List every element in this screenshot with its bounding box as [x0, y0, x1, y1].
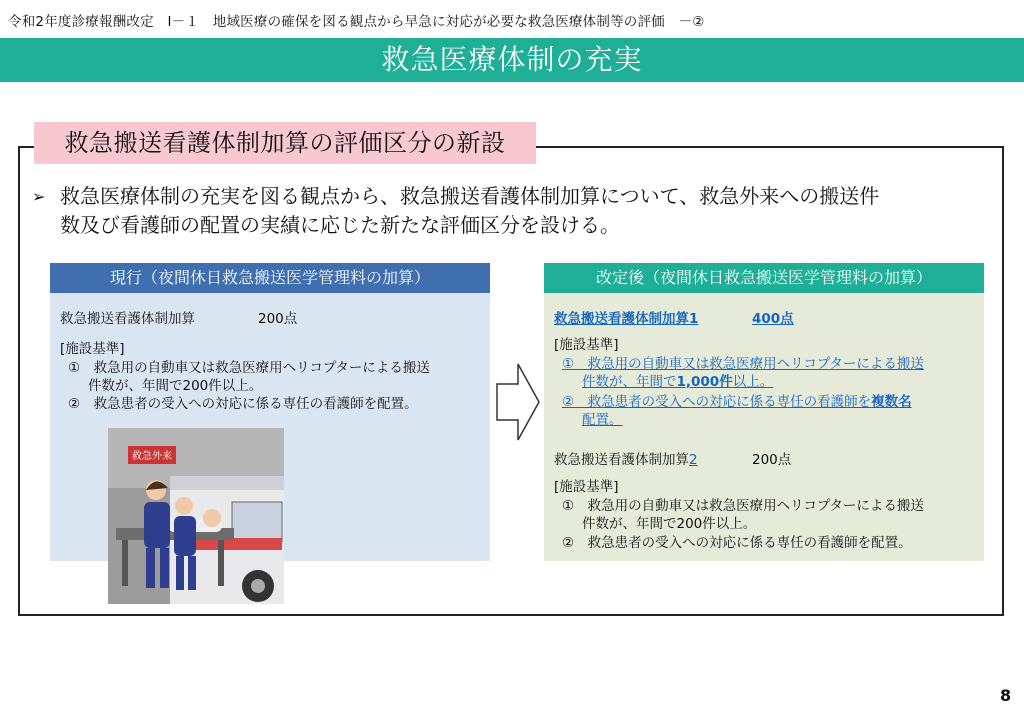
revised-heading: 改定後（夜間休日救急搬送医学管理料の加算） [544, 263, 984, 293]
revised-criterion-1-line-1: ① 救急用の自動車又は救急医療用ヘリコプターによる搬送 [562, 356, 924, 372]
revised-item-1-points: 400点 [752, 311, 794, 327]
revised-item-2-name [554, 448, 698, 468]
section-label: 救急搬送看護体制加算の評価区分の新設 [34, 122, 536, 164]
revised-item-2-name-text: 救急搬送看護体制加算 [554, 452, 689, 468]
current-criterion-2: ② 救急患者の受入への対応に係る専任の看護師を配置。 [68, 396, 418, 412]
page-title-banner: 救急医療体制の充実 [0, 38, 1024, 82]
revised-panel [544, 293, 984, 561]
revised-criteria-1-label: [施設基準] [554, 337, 619, 353]
document-topline: 令和2年度診療報酬改定 Ⅰ－１ 地域医療の確保を図る観点から早急に対応が必要な救急医療体制等の評価 －② [8, 14, 705, 30]
revised-criterion-2-line-2: 配置。 [582, 412, 623, 428]
summary-bullet [32, 182, 998, 240]
revised-item-2-criterion-1-line-2: 件数が、年間で200件以上。 [582, 516, 757, 532]
revised-item-2-number: 2 [689, 452, 698, 468]
revised-criterion-2-staff: 複数名 [871, 394, 912, 410]
revised-criterion-2-pre: ② 救急患者の受入への対応に係る専任の看護師を [562, 394, 872, 410]
ambulance-illustration [108, 428, 284, 604]
revised-criterion-1-line-2 [582, 370, 773, 390]
revised-item-1-name: 救急搬送看護体制加算1 [554, 311, 699, 327]
revised-criterion-1-count: 1,000件 [676, 374, 733, 390]
illustration-sign-text: 救急外来 [132, 451, 172, 462]
page-number: 8 [1000, 686, 1012, 705]
revised-criterion-1-pre: 件数が、年間で [582, 374, 677, 390]
revised-item-2-points: 200点 [752, 452, 792, 468]
current-heading: 現行（夜間休日救急搬送医学管理料の加算） [50, 263, 490, 293]
transition-arrow-icon [496, 362, 540, 442]
current-item-points: 200点 [258, 311, 298, 327]
revised-criterion-1-post: 以上。 [732, 374, 774, 390]
current-criterion-1-line-1: ① 救急用の自動車又は救急医療用ヘリコプターによる搬送 [68, 360, 430, 376]
revised-criterion-2-line-1 [562, 390, 912, 410]
revised-criteria-2-label: [施設基準] [554, 479, 619, 495]
revised-item-2-criterion-1-line-1: ① 救急用の自動車又は救急医療用ヘリコプターによる搬送 [562, 498, 924, 514]
bullet-line-2: 数及び看護師の配置の実績に応じた新たな評価区分を設ける。 [60, 213, 620, 237]
bullet-arrow-icon: ➢ [32, 187, 46, 206]
bullet-line-1: 救急医療体制の充実を図る観点から、救急搬送看護体制加算について、救急外来への搬送件 [60, 184, 880, 208]
current-criteria-label: [施設基準] [60, 341, 125, 357]
current-criterion-1-line-2: 件数が、年間で200件以上。 [88, 378, 263, 394]
revised-item-2-criterion-2: ② 救急患者の受入への対応に係る専任の看護師を配置。 [562, 535, 912, 551]
current-item-name: 救急搬送看護体制加算 [60, 311, 195, 327]
